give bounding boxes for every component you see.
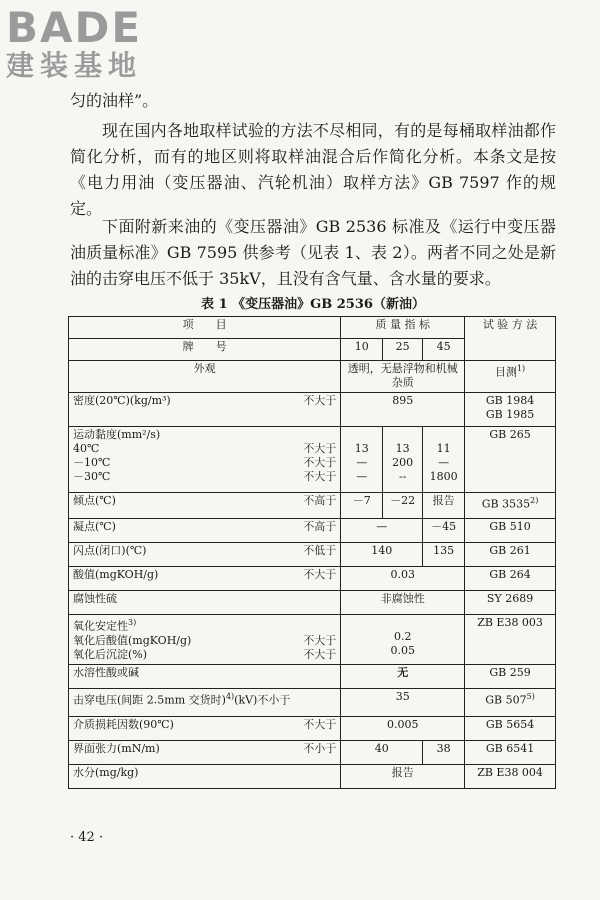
header-quality: 质 量 指 标	[341, 317, 465, 339]
row-method: GB 5654	[465, 717, 556, 741]
row-name: 界面张力(mN/m) 不小于	[69, 741, 341, 765]
row-name: 倾点(℃) 不高于	[69, 493, 341, 519]
header-brand: 牌 号	[69, 339, 341, 361]
row-value: 0.03	[341, 567, 465, 591]
row-value-10-25: —	[341, 519, 423, 543]
paragraph-2: 现在国内各地取样试验的方法不尽相同，有的是每桶取样油都作简化分析，而有的地区则将取样油混合后作简化分析。本条文是按《电力用油（变压器油、汽轮机油）取样方法》GB 7597 作的规定。	[70, 121, 556, 218]
row-method: GB 507$^{5)}$	[465, 689, 556, 717]
row-name: 凝点(℃) 不高于	[69, 519, 341, 543]
row-method: 目测$^{1)}$	[465, 361, 556, 393]
table-row-dielectric	[69, 717, 556, 741]
row-value-45: 报告	[423, 493, 465, 519]
table-row-flash	[69, 543, 556, 567]
row-value: 无	[341, 665, 465, 689]
table-row-sulfur	[69, 591, 556, 615]
logo-subtitle: 建装基地	[6, 49, 143, 82]
table-row-tension	[69, 741, 556, 765]
row-value-10-25: 40	[341, 741, 423, 765]
row-method: GB 259	[465, 665, 556, 689]
table-row-appearance	[69, 361, 556, 393]
row-name: 外观	[69, 361, 341, 393]
table-row-oxidation	[69, 615, 556, 665]
row-value-10: －7	[341, 493, 383, 519]
paragraph-1: 匀的油样”。	[70, 91, 159, 110]
spec-table	[68, 316, 556, 789]
row-value: 35	[341, 689, 465, 717]
row-method: GB 1984 GB 1985	[465, 393, 556, 427]
row-name: 腐蚀性硫	[69, 591, 341, 615]
table-row-acid	[69, 567, 556, 591]
row-method: GB 3535$^{2)}$	[465, 493, 556, 519]
table-row-water-acid	[69, 665, 556, 689]
table-row-density	[69, 393, 556, 427]
row-method: GB 6541	[465, 741, 556, 765]
grade-10: 10	[341, 339, 383, 361]
row-method: GB 510	[465, 519, 556, 543]
row-value-45: 135	[423, 543, 465, 567]
table-row-pour	[69, 493, 556, 519]
row-method: GB 265	[465, 427, 556, 493]
page-number: · 42 ·	[70, 830, 104, 845]
grade-45: 45	[423, 339, 465, 361]
row-value-25: －22	[383, 493, 423, 519]
row-method: GB 264	[465, 567, 556, 591]
table-row-breakdown	[69, 689, 556, 717]
bade-logo	[6, 3, 143, 82]
row-name: 水溶性酸或碱	[69, 665, 341, 689]
row-method: GB 261	[465, 543, 556, 567]
row-name: 密度(20℃)(kg/m³) 不大于	[69, 393, 341, 427]
row-value-25: 13 200 --	[383, 427, 423, 493]
table-row-condensation	[69, 519, 556, 543]
row-method: SY 2689	[465, 591, 556, 615]
row-value-10-25: 140	[341, 543, 423, 567]
row-value-45: －45	[423, 519, 465, 543]
row-value: 0.005	[341, 717, 465, 741]
row-name: 闪点(闭口)(℃) 不低于	[69, 543, 341, 567]
row-name: 介质损耗因数(90℃) 不大于	[69, 717, 341, 741]
header-method: 试 验 方 法	[465, 317, 556, 361]
table-row-viscosity	[69, 427, 556, 493]
row-method: ZB E38 004	[465, 765, 556, 789]
row-name: 氧化安定性$^{3)}$ 氧化后酸值(mgKOH/g) 不大于 氧化后沉淀(%) 不大于	[69, 615, 341, 665]
logo-wordmark: BADE	[6, 3, 143, 52]
row-name: 运动黏度(mm²/s) 40℃ 不大于 －10℃ 不大于 －30℃ 不大于	[69, 427, 341, 493]
row-value-45: 11 — 1800	[423, 427, 465, 493]
row-value-45: 38	[423, 741, 465, 765]
row-name: 水分(mg/kg)	[69, 765, 341, 789]
header-row-1	[69, 317, 556, 339]
row-value: 报告	[341, 765, 465, 789]
table-caption: 表 1 《变压器油》GB 2536（新油）	[201, 297, 425, 312]
row-value: 895	[341, 393, 465, 427]
row-value-10: 13 — —	[341, 427, 383, 493]
header-item: 项 目	[69, 317, 341, 339]
row-value: 透明，无悬浮物和机械杂质	[341, 361, 465, 393]
row-value: 非腐蚀性	[341, 591, 465, 615]
row-method: ZB E38 003	[465, 615, 556, 665]
grade-25: 25	[383, 339, 423, 361]
row-name: 酸值(mgKOH/g) 不大于	[69, 567, 341, 591]
paragraph-3: 下面附新来油的《变压器油》GB 2536 标准及《运行中变压器油质量标准》GB 7595 供参考（见表 1、表 2）。两者不同之处是新油的击穿电压不低于 35kV，且没有含气量、含水量的要求。	[70, 217, 556, 288]
row-name: 击穿电压(间距 2.5mm 交货时)$^{4)}$(kV)不小于	[69, 689, 341, 717]
table-row-moisture	[69, 765, 556, 789]
row-value: 0.2 0.05	[341, 615, 465, 665]
